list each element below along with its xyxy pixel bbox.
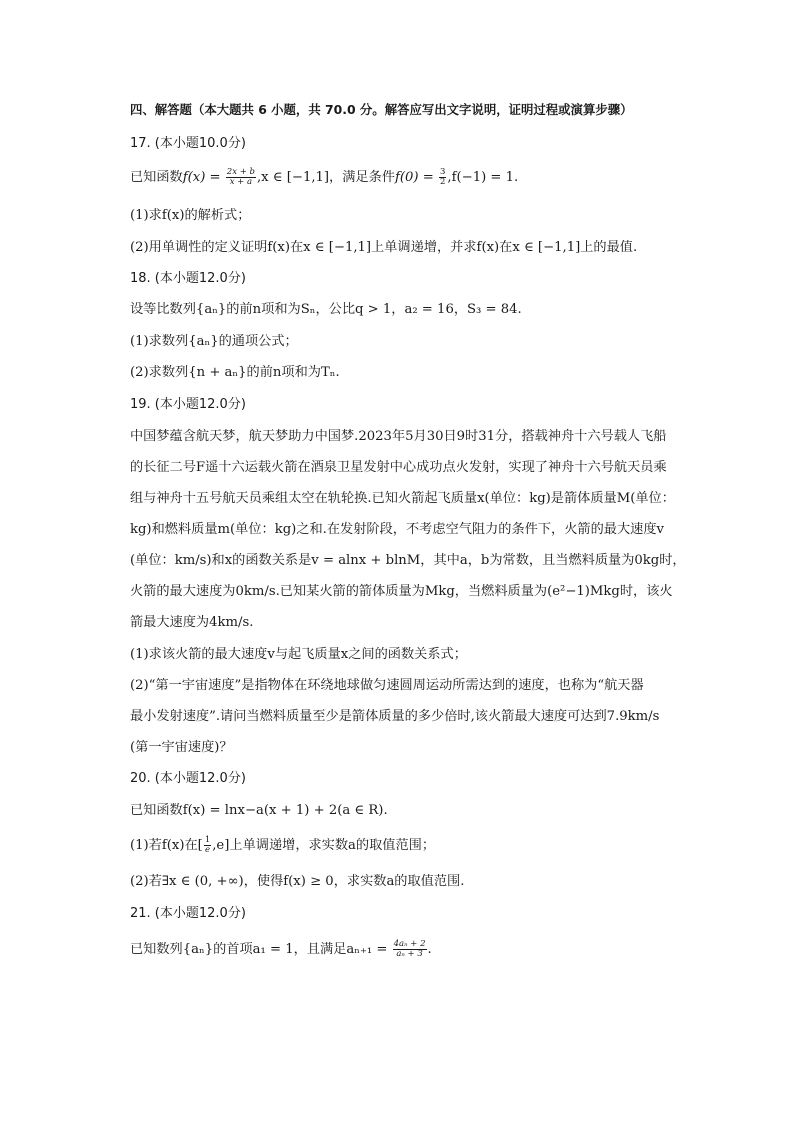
- q21-fraction: [393, 940, 427, 959]
- q21-stem-suffix: .: [427, 942, 432, 957]
- q17-cond-frac-den: 2: [440, 177, 446, 187]
- q21-frac-num: 4aₙ + 2: [393, 939, 426, 949]
- question-17-part-2: (2)用单调性的定义证明f(x)在x ∈ [−1,1]上单调递增，并求f(x)在x ∈ [−1,1]上的最值.: [130, 240, 638, 255]
- q17-cond-fraction: [439, 168, 446, 187]
- q17-func: f(x) =: [182, 170, 225, 185]
- question-19-line-7: 箭最大速度为4km/s.: [130, 615, 254, 630]
- q17-stem-mid: ,x ∈ [−1,1]，满足条件: [256, 170, 395, 185]
- question-19-part-2-line-3: (第一宇宙速度)？: [130, 740, 233, 755]
- question-19-header: 19. (本小题12.0分): [130, 397, 246, 412]
- q20-p1-frac-num: 1: [204, 835, 211, 845]
- q20-p1-fraction: [204, 836, 211, 855]
- question-18-part-2: (2)求数列{n + aₙ}的前n项和为Tₙ.: [130, 365, 340, 380]
- question-17-header: 17. (本小题10.0分): [130, 136, 246, 151]
- q20-p1-frac-den: e: [205, 845, 211, 855]
- question-19-line-5: (单位：km/s)和x的函数关系是v = alnx + blnM，其中a，b为常数，且当燃料质量为0kg时，: [130, 553, 686, 568]
- question-19-part-2-line-2: 最小发射速度”.请问当燃料质量至少是箭体质量的多少倍时,该火箭最大速度可达到7.9km/s: [130, 709, 660, 724]
- q20-p1-suffix: ,e]上单调递增，求实数a的取值范围；: [212, 838, 436, 853]
- question-17-part-1: (1)求f(x)的解析式；: [130, 208, 251, 223]
- question-19-line-2: 的长征二号F遥十六运载火箭在酒泉卫星发射中心成功点火发射，实现了神舟十六号航天员乘: [130, 460, 667, 475]
- question-18-part-1: (1)求数列{aₙ}的通项公式；: [130, 334, 298, 349]
- q17-fraction: [226, 168, 256, 187]
- question-20-header: 20. (本小题12.0分): [130, 771, 246, 786]
- q21-frac-den: aₙ + 3: [396, 949, 423, 959]
- q17-cond-a: f(0) =: [395, 170, 438, 185]
- q17-cond-b: ,f(−1) = 1.: [447, 170, 519, 185]
- question-21-stem: [130, 940, 432, 960]
- question-21-header: 21. (本小题12.0分): [130, 906, 246, 921]
- q17-frac-den: x + a: [229, 177, 253, 187]
- q20-p1-prefix: (1)若f(x)在[: [130, 838, 203, 853]
- q17-cond-frac-num: 3: [440, 167, 446, 177]
- question-17-stem: [130, 168, 518, 188]
- q17-frac-num: 2x + b: [226, 167, 255, 177]
- question-20-stem: 已知函数f(x) = lnx−a(x + 1) + 2(a ∈ R).: [130, 803, 388, 818]
- question-19-line-6: 火箭的最大速度为0km/s.已知某火箭的箭体质量为Mkg，当燃料质量为(e²−1)Mkg时，该火: [130, 584, 673, 599]
- question-19-line-3: 组与神舟十五号航天员乘组太空在轨轮换.已知火箭起飞质量x(单位：kg)是箭体质量M(单位：: [130, 491, 675, 506]
- q21-stem-prefix: 已知数列{aₙ}的首项a₁ = 1，且满足aₙ₊₁ =: [130, 942, 392, 957]
- question-19-part-2-line-1: (2)“第一宇宙速度”是指物体在环绕地球做匀速圆周运动所需达到的速度，也称为“航天器: [130, 678, 644, 693]
- question-19-line-1: 中国梦蕴含航天梦，航天梦助力中国梦.2023年5月30日9时31分，搭载神舟十六号载人飞船: [130, 429, 667, 444]
- question-19-part-1: (1)求该火箭的最大速度v与起飞质量x之间的函数关系式；: [130, 647, 467, 662]
- question-18-stem: 设等比数列{aₙ}的前n项和为Sₙ，公比q > 1，a₂ = 16，S₃ = 84.: [130, 302, 522, 317]
- question-19-line-4: kg)和燃料质量m(单位：kg)之和.在发射阶段，不考虑空气阻力的条件下，火箭的最大速度v: [130, 522, 665, 537]
- q17-stem-prefix: 已知函数: [130, 170, 183, 185]
- question-20-part-1: [130, 836, 435, 856]
- question-20-part-2: (2)若∃x ∈ (0, +∞)，使得f(x) ≥ 0，求实数a的取值范围.: [130, 874, 465, 889]
- section-header: 四、解答题（本大题共 6 小题，共 70.0 分。解答应写出文字说明，证明过程或演算步骤）: [130, 102, 633, 117]
- question-18-header: 18. (本小题12.0分): [130, 271, 246, 286]
